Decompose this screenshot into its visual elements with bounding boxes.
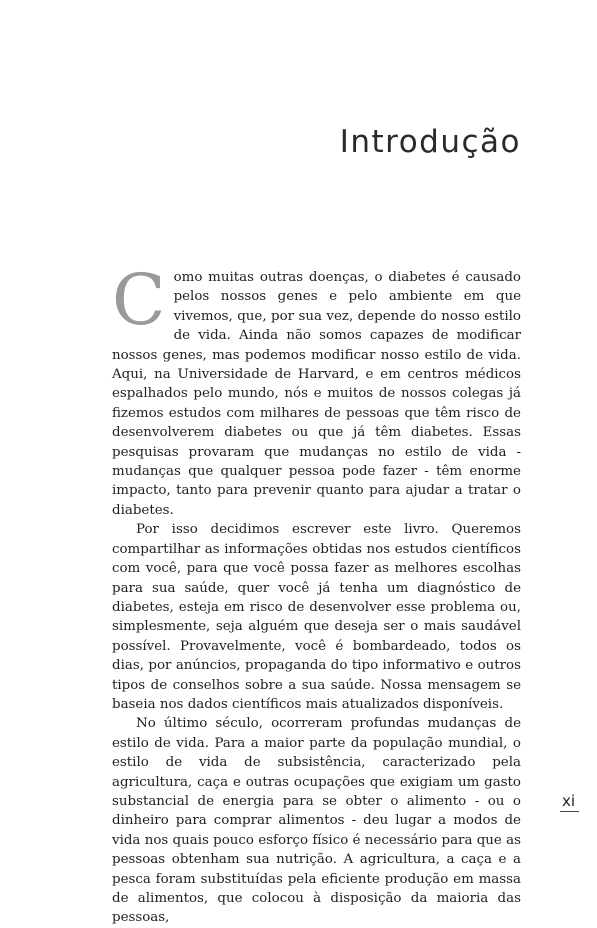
drop-cap: C bbox=[112, 259, 166, 341]
intro-paragraph bbox=[112, 259, 521, 520]
paragraph: Por isso decidimos escrever este livro. Queremos compartilhar as informações obtidas nos estudos científicos com você, para que você possa fazer as melhores escolhas para sua saúde, quer você já tenha um diagnóstico de diabetes, esteja em risco de desenvolver esse problema ou, simplesmente, seja alguém que deseja ser o mais saudável possível. Provavelmente, você é bombardeado, todos os dias, por anúncios, propaganda do tipo informativo e outros tipos de conselhos sobre a sua saúde. Nossa mensagem se baseia nos dados científicos mais atualizados disponíveis. bbox=[112, 522, 521, 712]
paragraph: No último século, ocorreram profundas mudanças de estilo de vida. Para a maior parte da população mundial, o estilo de vida de subsistência, caracterizado pela agricultura, caça e outras ocupações que exigiam um gasto substancial de energia para se obter o alimento - ou o dinheiro para comprar alimentos - deu lugar a modos de vida nos quais pouco esforço físico é necessário para que as pessoas obtenham sua nutrição. A agricultura, a caça e a pesca foram substituídas pela eficiente produção em massa de alimentos, que colocou à disposição da maioria das pessoas, bbox=[112, 716, 521, 926]
page-number: xi bbox=[560, 793, 579, 812]
body-text bbox=[112, 259, 521, 928]
page-title: Introdução bbox=[339, 124, 521, 160]
intro-paragraph-text: omo muitas outras doenças, o diabetes é causado pelos nossos genes e pelo ambiente em que vivemos, que, por sua vez, depende do nosso estilo de vida. Ainda não somos capazes de modificar nossos genes, mas podemos modificar nosso estilo de vida. Aqui, na Universidade de Harvard, e em centros médicos espalhados pelo mundo, nós e muitos de nossos colegas já fizemos estudos com milhares de pessoas que têm risco de desenvolverem diabetes ou que já têm diabetes. Essas pesquisas provaram que mudanças no estilo de vida - mudanças que qualquer pessoa pode fazer - têm enorme impacto, tanto para prevenir quanto para ajudar a tratar o diabetes. bbox=[112, 270, 521, 518]
